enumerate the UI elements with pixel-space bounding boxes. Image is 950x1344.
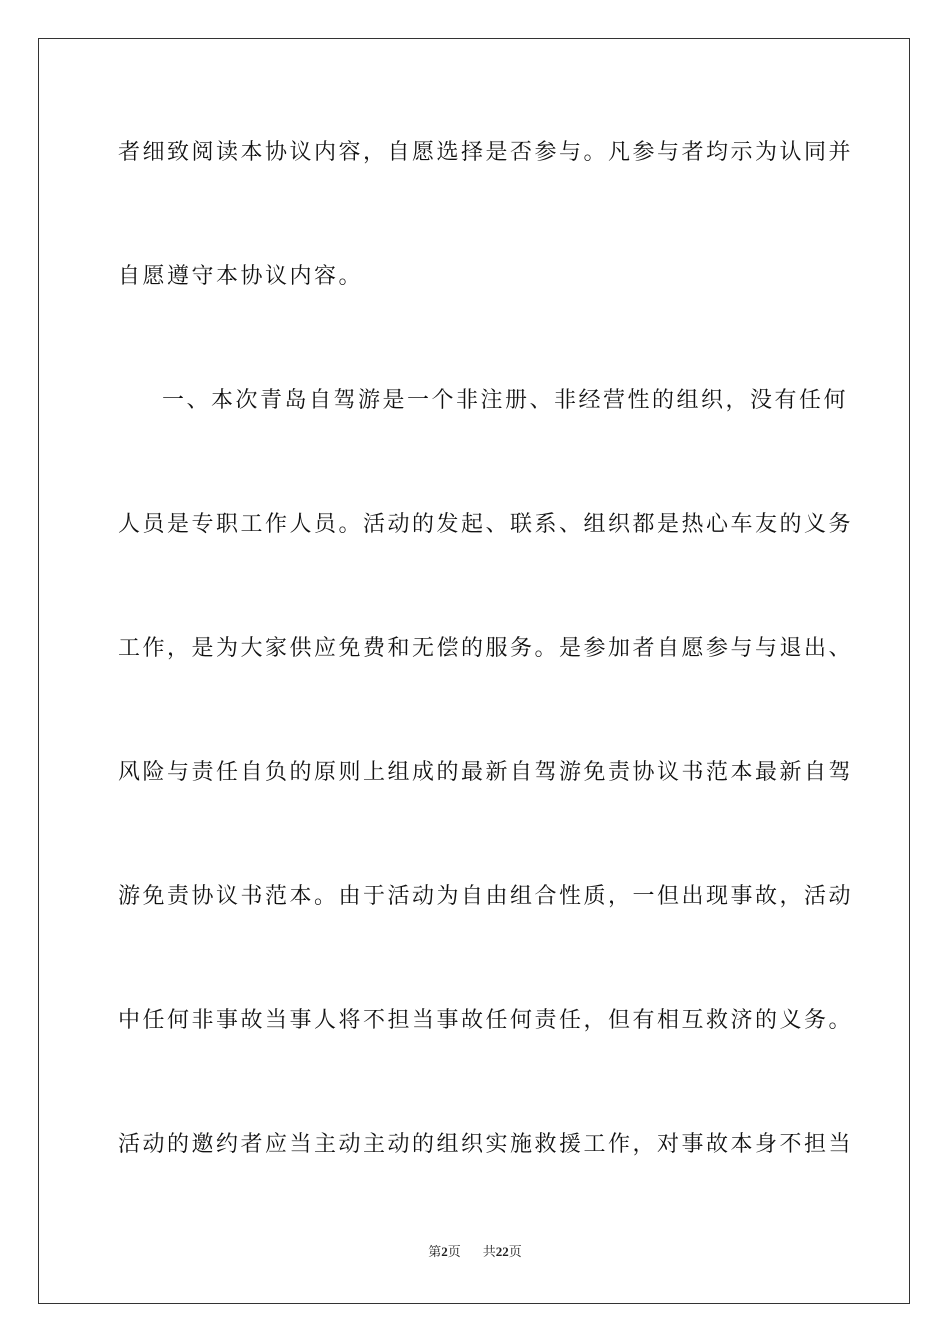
page-suffix: 页 bbox=[447, 1245, 461, 1260]
page-footer bbox=[0, 1243, 950, 1262]
paragraph-line: 风险与责任自负的原则上组成的最新自驾游免责协议书范本最新自驾 bbox=[118, 760, 854, 785]
paragraph-line: 者细致阅读本协议内容，自愿选择是否参与。凡参与者均示为认同并 bbox=[118, 140, 854, 165]
paragraph-line: 中任何非事故当事人将不担当事故任何责任，但有相互救济的义务。 bbox=[118, 1008, 854, 1033]
paragraph-line: 自愿遵守本协议内容。 bbox=[118, 264, 364, 289]
paragraph-line: 人员是专职工作人员。活动的发起、联系、组织都是热心车友的义务 bbox=[118, 512, 854, 537]
paragraph-line: 一、本次青岛自驾游是一个非注册、非经营性的组织，没有任何 bbox=[162, 388, 849, 413]
paragraph-line: 工作，是为大家供应免费和无偿的服务。是参加者自愿参与与退出、 bbox=[118, 636, 854, 661]
page-prefix: 第 bbox=[428, 1245, 442, 1260]
total-prefix: 共 bbox=[482, 1245, 496, 1260]
paragraph-line: 活动的邀约者应当主动主动的组织实施救援工作，对事故本身不担当 bbox=[118, 1132, 854, 1157]
page-border bbox=[38, 38, 910, 1304]
total-pages: 22 bbox=[495, 1244, 509, 1259]
page-number: 2 bbox=[441, 1244, 448, 1259]
paragraph-line: 游免责协议书范本。由于活动为自由组合性质，一但出现事故，活动 bbox=[118, 884, 854, 909]
total-suffix: 页 bbox=[508, 1245, 522, 1260]
